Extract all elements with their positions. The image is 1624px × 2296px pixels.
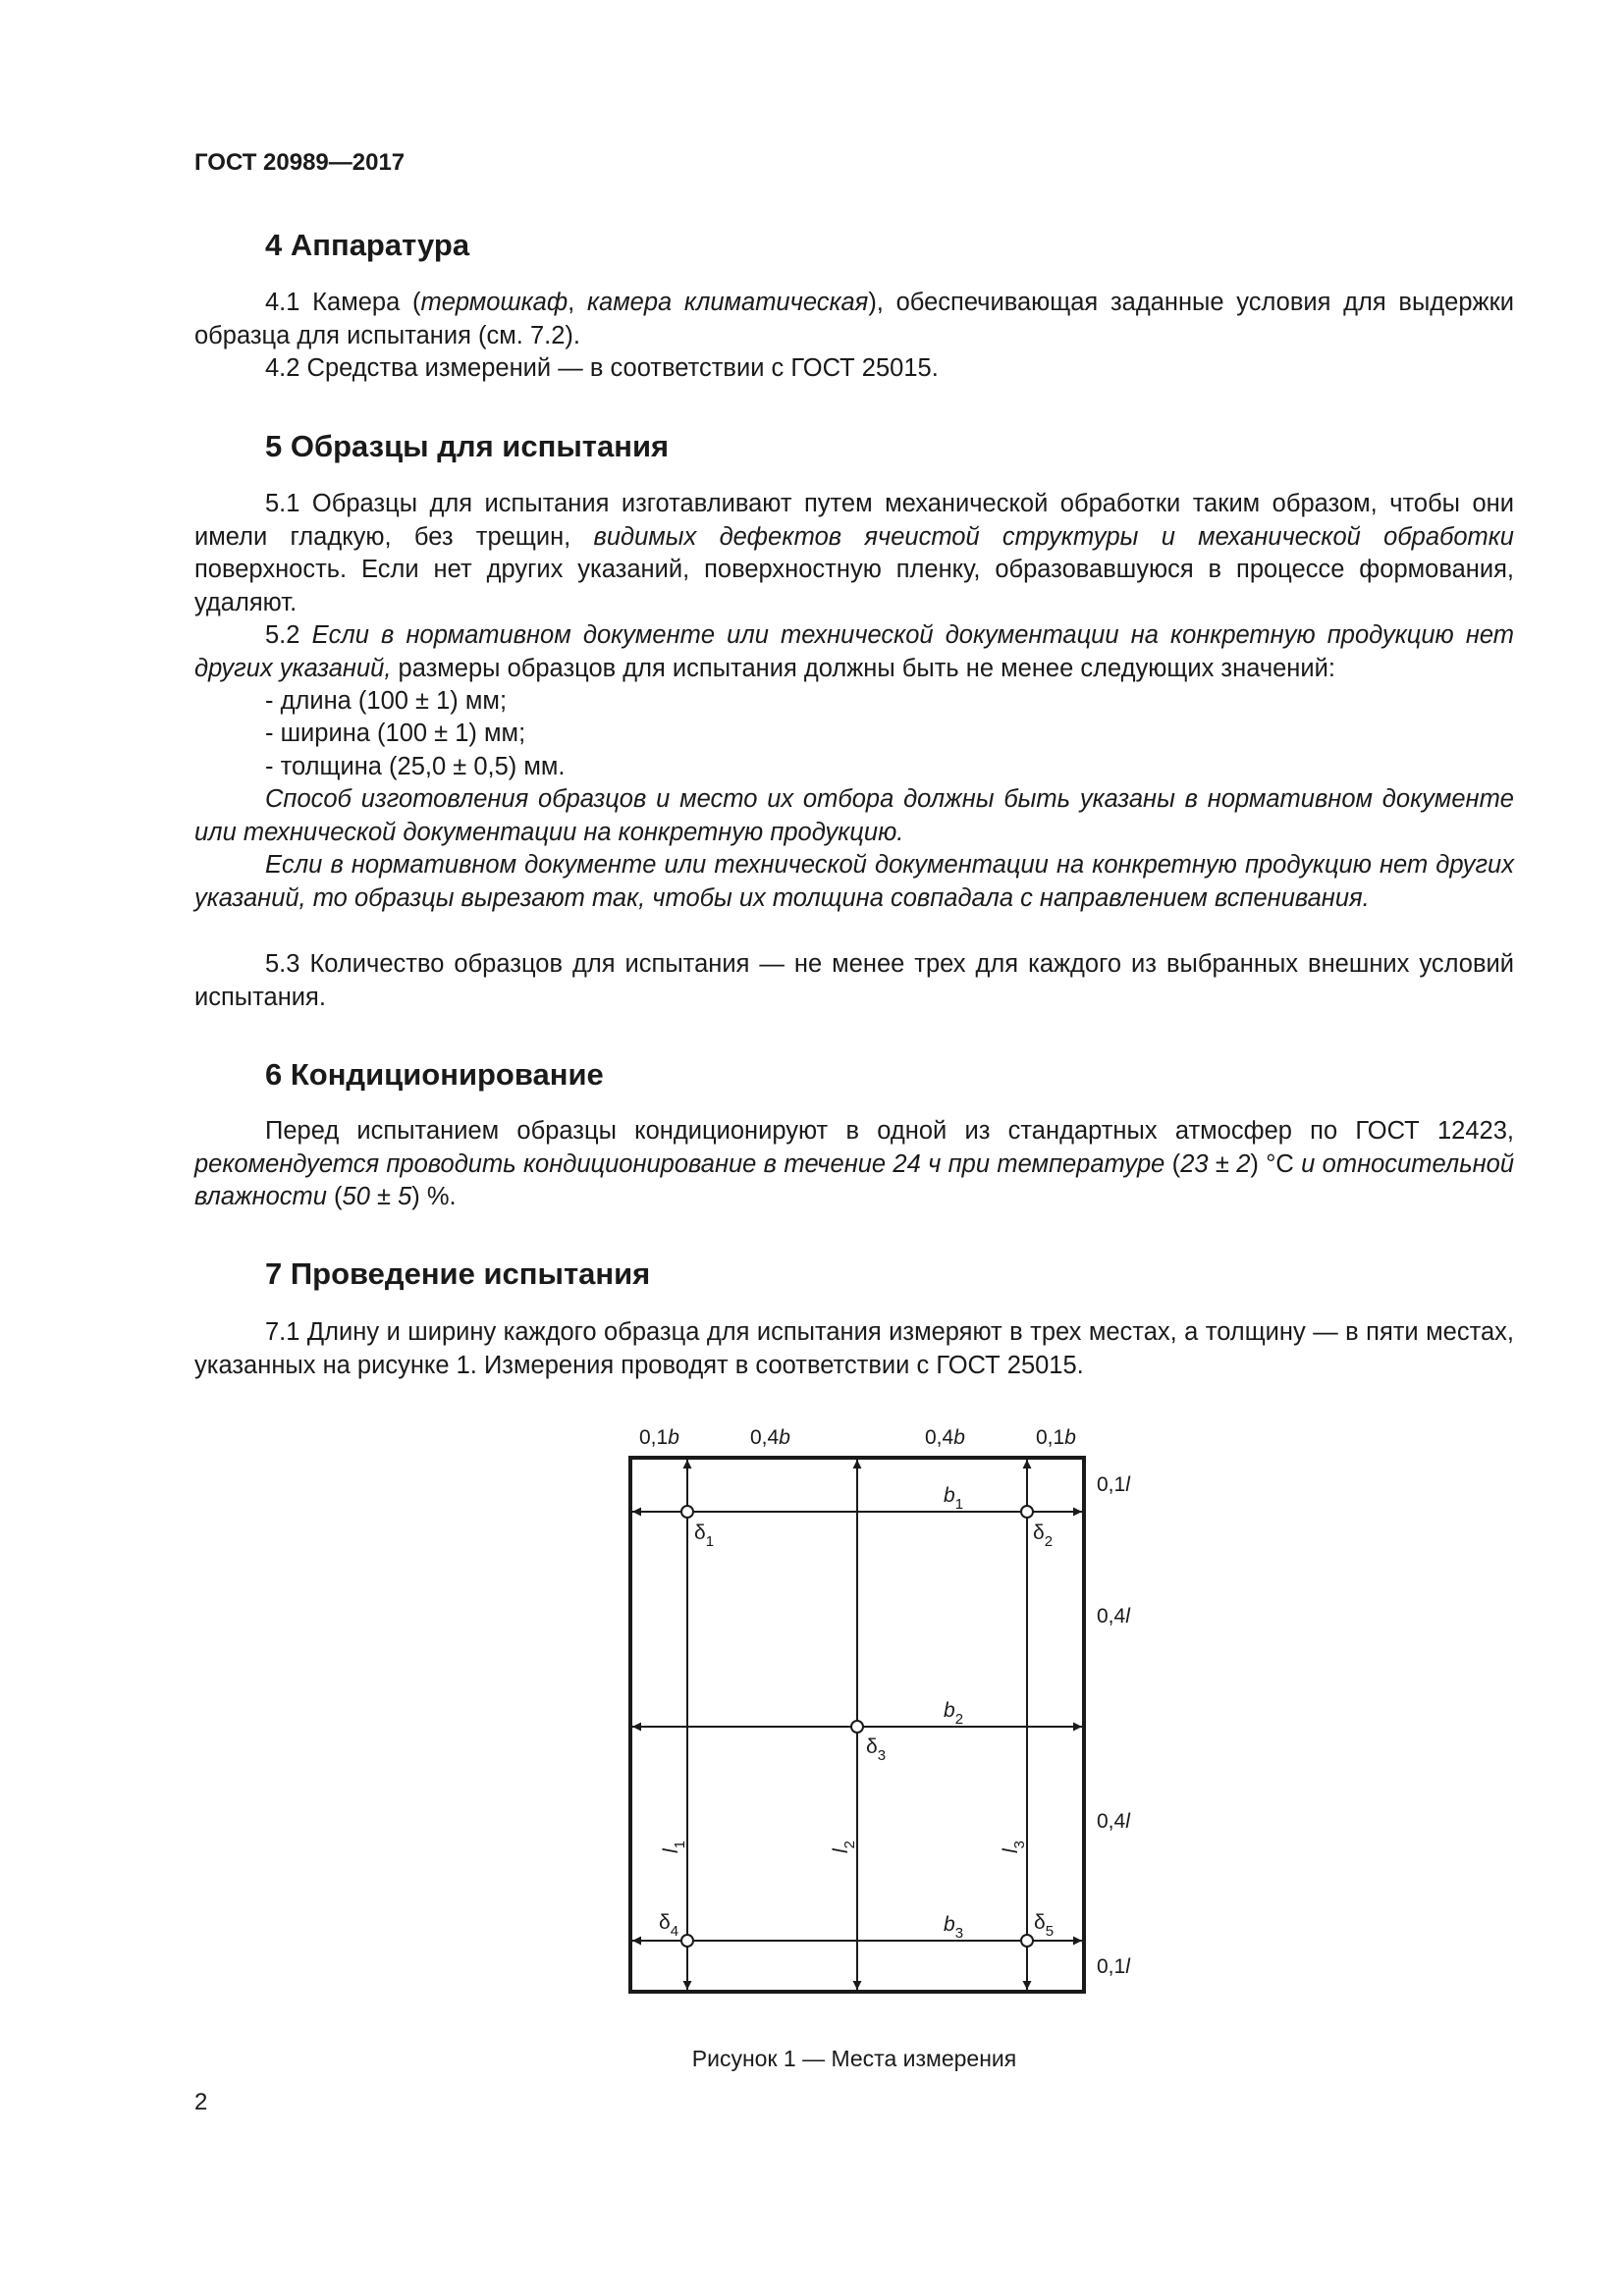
thickness-label-3: $\delta_3$ [866, 1735, 887, 1764]
thickness-point-2 [1021, 1506, 1033, 1518]
paragraph-5-2: 5.2 Если в нормативном документе или технической документации на конкретную продукцию нет других указаний, размеры образцов для испытания должны быть не менее следующих значений: [194, 621, 1514, 682]
thickness-point-1 [681, 1506, 693, 1518]
paragraph-6: Перед испытанием образцы кондиционируют в одной из стандартных атмосфер по ГОСТ 12423, рекомендуется проводить кондиционирование в течение 24 ч при температуре (23 ± 2) °С и относительной влажности (50 ± 5) %. [194, 1117, 1514, 1210]
thickness-point-3 [851, 1721, 863, 1733]
paragraph-5-1: 5.1 Образцы для испытания изготавливают путем механической обработки таким образом, чтобы они имели гладкую, без трещин, видимых дефектов ячеистой структуры и механической обработки поверхность. Если нет других указаний, поверхностную пленку, образовавшуюся в процессе формования, удаляют. [194, 490, 1514, 616]
page-number: 2 [194, 2089, 208, 2115]
right-label-1: 0,1l [1097, 1473, 1130, 1496]
section-6-title: 6 Кондиционирование [265, 1057, 604, 1092]
top-label-2: 0,4b [750, 1426, 790, 1449]
width-label-b3: $b_3$ [944, 1913, 964, 1942]
length-label-l1: $l_1$ [660, 1840, 688, 1853]
thickness-label-5: $\delta_5$ [1034, 1911, 1055, 1940]
top-label-1: 0,1b [639, 1426, 679, 1449]
width-label-b2: $b_2$ [944, 1699, 964, 1728]
paragraph-7-1: 7.1 Длину и ширину каждого образца для испытания измеряют в трех местах, а толщину — в пяти местах, указанных на рисунке 1. Измерения проводят в соответствии с ГОСТ 25015. [194, 1318, 1514, 1379]
list-item-thickness: - толщина (25,0 ± 0,5) мм. [265, 753, 566, 780]
right-label-3: 0,4l [1097, 1810, 1130, 1833]
right-label-2: 0,4l [1097, 1605, 1130, 1628]
figure-measurement-locations [619, 1404, 1168, 2012]
figure-caption: Рисунок 1 — Места измерения [691, 2046, 1017, 2071]
paragraph-4-1: 4.1 Камера (термошкаф, камера климатическая), обеспечивающая заданные условия для выдержки образца для испытания (см. 7.2). [194, 289, 1514, 349]
thickness-label-1: $\delta_1$ [694, 1522, 715, 1550]
paragraph-5-2-note-2: Если в нормативном документе или технической документации на конкретную продукцию нет других указаний, то образцы вырезают так, чтобы их толщина совпадала с направлением вспенивания. [194, 851, 1514, 912]
length-label-l3: $l_3$ [1000, 1840, 1028, 1853]
list-item-length: - длина (100 ± 1) мм; [265, 687, 508, 715]
width-label-b1: $b_1$ [944, 1484, 964, 1513]
thickness-point-4 [681, 1935, 693, 1947]
section-4-title: 4 Аппаратура [265, 228, 470, 262]
top-label-4: 0,1b [1036, 1426, 1076, 1449]
document-header: ГОСТ 20989—2017 [194, 149, 406, 176]
thickness-label-2: $\delta_2$ [1033, 1522, 1054, 1550]
right-label-4: 0,1l [1097, 1955, 1130, 1978]
length-label-l2: $l_2$ [830, 1840, 858, 1853]
thickness-point-5 [1021, 1935, 1033, 1947]
top-label-3: 0,4b [925, 1426, 965, 1449]
section-5-title: 5 Образцы для испытания [265, 429, 670, 463]
thickness-label-4: $\delta_4$ [659, 1911, 679, 1940]
paragraph-4-2: 4.2 Средства измерений — в соответствии с ГОСТ 25015. [265, 354, 939, 382]
paragraph-5-2-note-1: Способ изготовления образцов и место их отбора должны быть указаны в нормативном документе или технической документации на конкретную продукцию. [194, 785, 1514, 846]
section-7-title: 7 Проведение испытания [265, 1256, 651, 1291]
paragraph-5-3: 5.3 Количество образцов для испытания — не менее трех для каждого из выбранных внешних условий испытания. [194, 950, 1514, 1011]
list-item-width: - ширина (100 ± 1) мм; [265, 720, 526, 747]
